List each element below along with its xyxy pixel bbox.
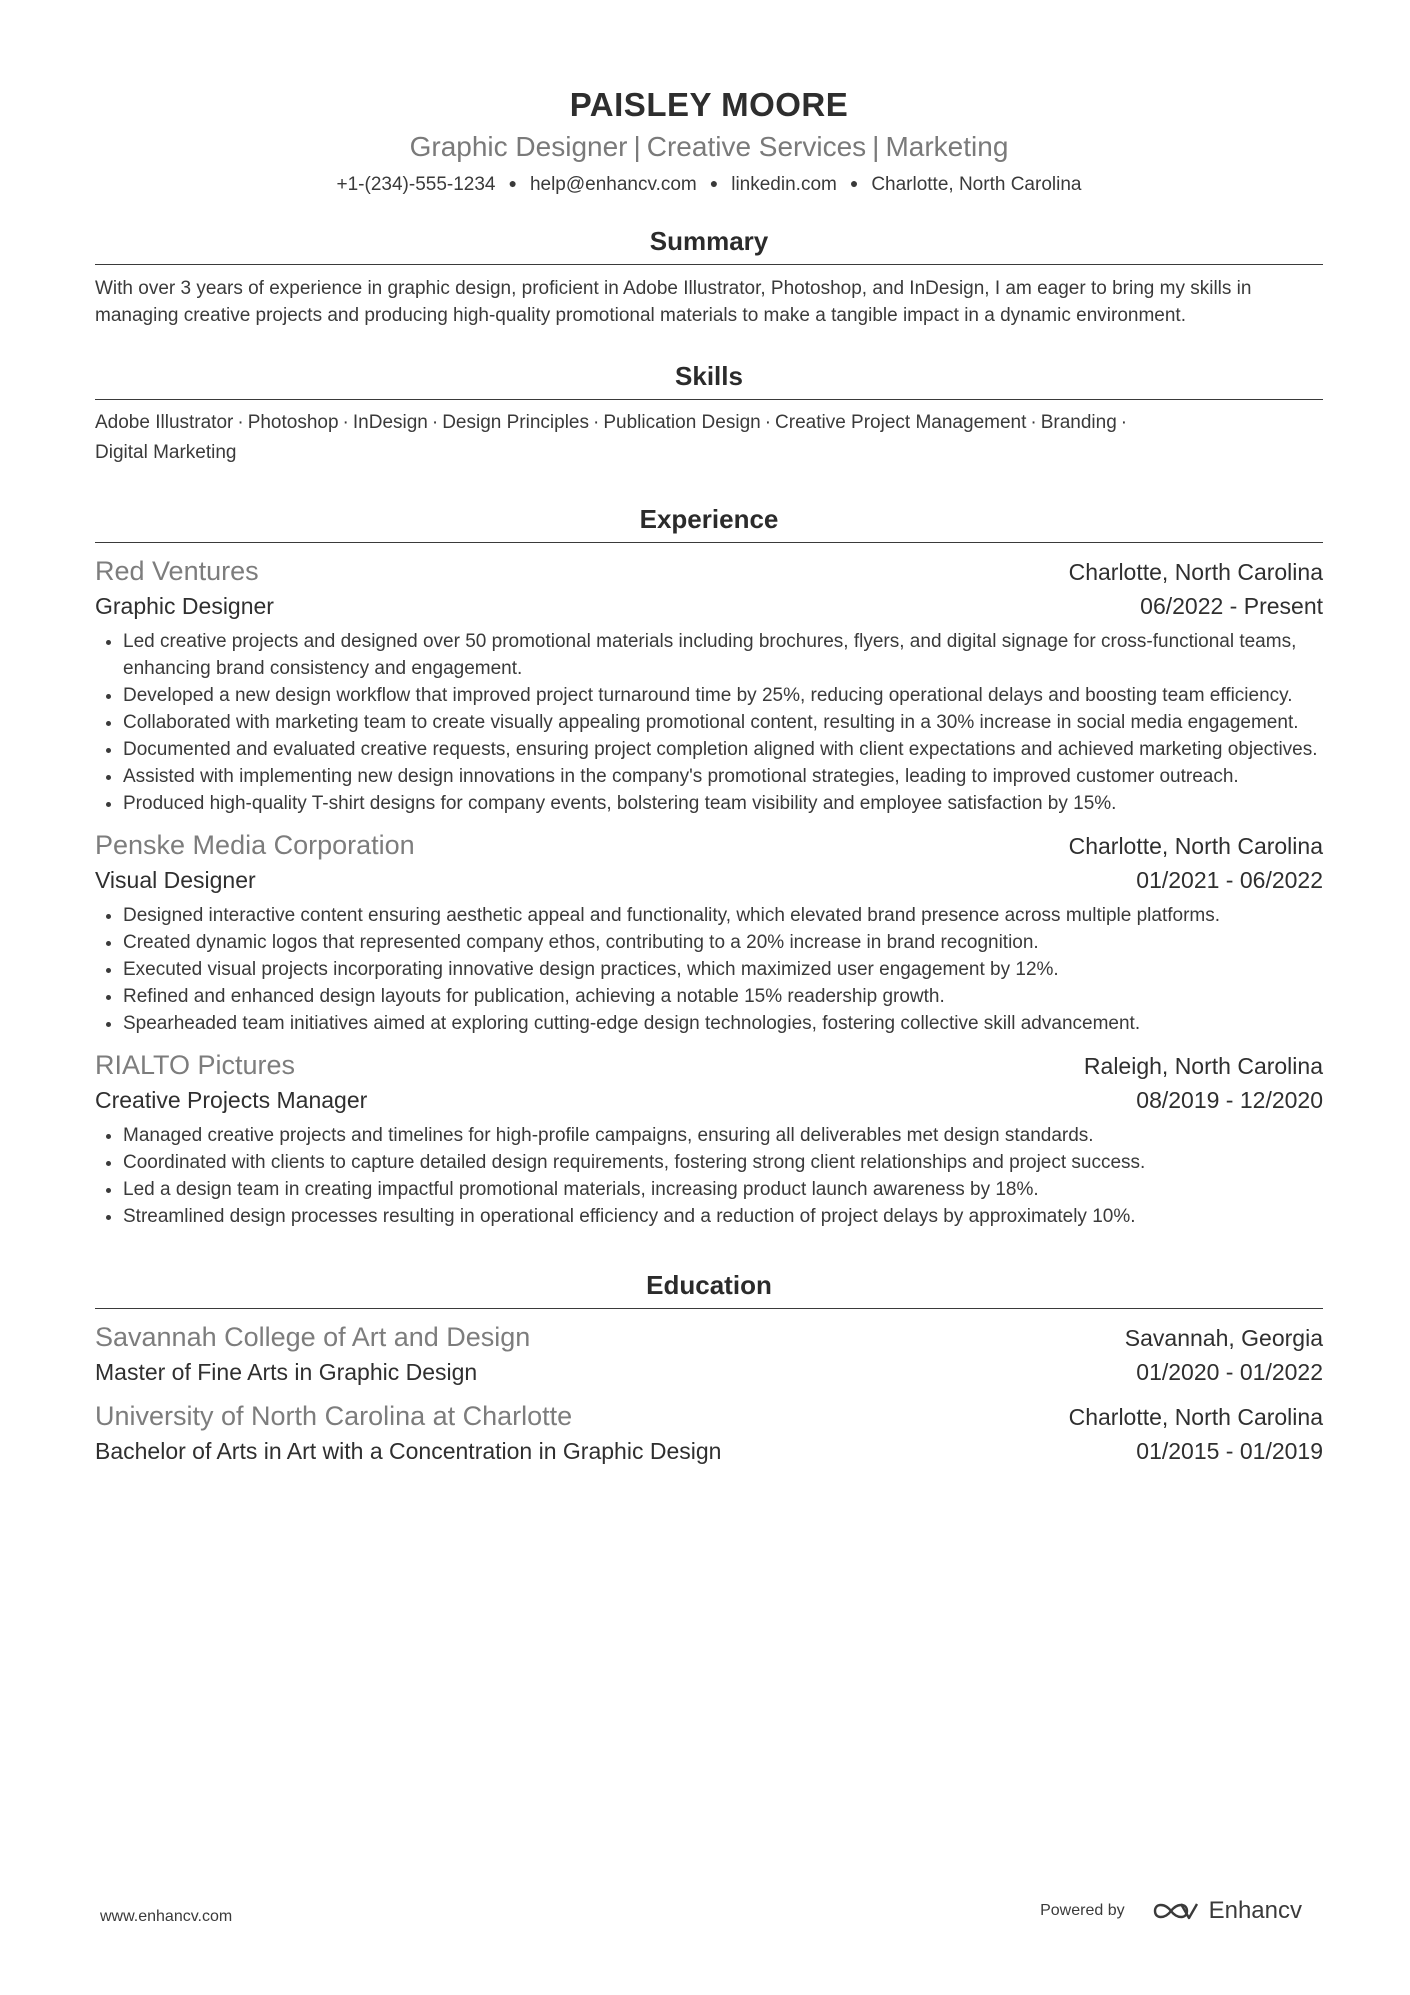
footer-branding xyxy=(1040,1897,1302,1925)
enhancv-logo-icon xyxy=(1151,1898,1199,1924)
email-link[interactable]: help@enhancv.com xyxy=(529,174,697,195)
section-title: Summary xyxy=(95,224,1323,265)
education-dates: 01/2020 - 01/2022 xyxy=(1136,1359,1323,1385)
location: Charlotte, North Carolina xyxy=(871,174,1082,195)
achievement-item: • Led creative projects and designed over 50 promotional materials including brochures, flyers, and digital signage for cross-functional teams, enhancing brand consistency and engagement. xyxy=(123,628,1323,682)
footer-website-link[interactable]: www.enhancv.com xyxy=(100,1908,233,1925)
phone: +1-(234)-555-1234 xyxy=(336,174,496,195)
job-location: Charlotte, North Carolina xyxy=(1068,833,1323,859)
job-location: Charlotte, North Carolina xyxy=(1068,559,1323,585)
section-title: Education xyxy=(95,1268,1323,1309)
summary-text: With over 3 years of experience in graphic design, proficient in Adobe Illustrator, Photoshop, and InDesign, I am eager to bring my skills in managing creative projects and producing high-quality promotional materials to make a tangible impact in a dynamic environment. xyxy=(95,278,1252,326)
company-name: Red Ventures xyxy=(95,556,259,586)
achievement-item: • Executed visual projects incorporating innovative design practices, which maximized user engagement by 12%. xyxy=(123,956,1323,983)
bullet-dot: ● xyxy=(849,175,859,191)
job-title: Creative Services xyxy=(646,131,867,162)
linkedin-link[interactable]: linkedin.com xyxy=(731,174,837,195)
achievement-item: • Led a design team in creating impactful promotional materials, increasing product launch awareness by 18%. xyxy=(123,1176,1323,1203)
school-name: University of North Carolina at Charlotte xyxy=(95,1401,573,1431)
brand-logo[interactable] xyxy=(1151,1897,1302,1925)
title-separator: | xyxy=(633,131,641,162)
achievement-item: • Refined and enhanced design layouts for publication, achieving a notable 15% readership growth. xyxy=(123,983,1323,1010)
resume-page xyxy=(95,80,1323,1467)
contact-line xyxy=(95,168,1323,200)
achievement-list xyxy=(95,902,1323,1037)
experience-entry xyxy=(95,1047,1323,1230)
skill-item: Publication Design xyxy=(603,412,761,433)
skill-item: Design Principles xyxy=(442,412,589,433)
job-role: Graphic Designer xyxy=(95,593,274,619)
company-name: RIALTO Pictures xyxy=(95,1050,296,1080)
achievement-item: • Developed a new design workflow that improved project turnaround time by 25%, reducing operational delays and boosting team efficiency. xyxy=(123,682,1323,709)
degree: Bachelor of Arts in Art with a Concentration in Graphic Design xyxy=(95,1438,722,1464)
job-dates: 01/2021 - 06/2022 xyxy=(1136,867,1323,893)
company-name: Penske Media Corporation xyxy=(95,830,415,860)
achievement-list xyxy=(95,1122,1323,1230)
brand-name: Enhancv xyxy=(1208,1897,1302,1924)
education-section xyxy=(95,1268,1323,1467)
job-role: Visual Designer xyxy=(95,867,256,893)
degree: Master of Fine Arts in Graphic Design xyxy=(95,1359,478,1385)
skills-list: Adobe Illustrator · Photoshop · InDesign · Design Principles · Publication Design · Creative Project Management · Branding · Digital Marketing xyxy=(95,412,1128,463)
achievement-item: • Coordinated with clients to capture detailed design requirements, fostering strong client relationships and project success. xyxy=(123,1149,1323,1176)
school-location: Savannah, Georgia xyxy=(1124,1325,1323,1351)
achievement-item: • Collaborated with marketing team to create visually appealing promotional content, resulting in a 30% increase in social media engagement. xyxy=(123,709,1323,736)
achievement-item: • Produced high-quality T-shirt designs for company events, bolstering team visibility and employee satisfaction by 15%. xyxy=(123,790,1323,817)
skill-item: Digital Marketing xyxy=(95,442,237,463)
achievement-item: • Spearheaded team initiatives aimed at exploring cutting-edge design technologies, fostering collective skill advancement. xyxy=(123,1010,1323,1037)
summary-section xyxy=(95,224,1323,329)
education-entry xyxy=(95,1398,1323,1467)
achievement-item: • Managed creative projects and timelines for high-profile campaigns, ensuring all deliverables met design standards. xyxy=(123,1122,1323,1149)
job-titles xyxy=(95,130,1323,164)
job-title: Marketing xyxy=(885,131,1009,162)
achievement-list xyxy=(95,628,1323,817)
job-dates: 08/2019 - 12/2020 xyxy=(1136,1087,1323,1113)
achievement-item: • Assisted with implementing new design innovations in the company's promotional strategies, leading to improved customer outreach. xyxy=(123,763,1323,790)
job-role: Creative Projects Manager xyxy=(95,1087,368,1113)
education-entry xyxy=(95,1319,1323,1388)
school-name: Savannah College of Art and Design xyxy=(95,1322,531,1352)
job-title: Graphic Designer xyxy=(409,131,628,162)
powered-by-label: Powered by xyxy=(1040,1902,1125,1919)
achievement-item: • Streamlined design processes resulting in operational efficiency and a reduction of project delays by approximately 10%. xyxy=(123,1203,1323,1230)
skill-item: Creative Project Management xyxy=(775,412,1027,433)
education-dates: 01/2015 - 01/2019 xyxy=(1136,1438,1323,1464)
section-title: Experience xyxy=(95,502,1323,543)
achievement-item: • Designed interactive content ensuring aesthetic appeal and functionality, which elevated brand presence across multiple platforms. xyxy=(123,902,1323,929)
skills-section xyxy=(95,359,1323,468)
experience-section xyxy=(95,502,1323,1230)
section-title: Skills xyxy=(95,359,1323,400)
job-dates: 06/2022 - Present xyxy=(1140,593,1323,619)
bullet-dot: ● xyxy=(709,175,719,191)
skill-item: Photoshop xyxy=(247,412,339,433)
title-separator: | xyxy=(872,131,880,162)
achievement-item: • Created dynamic logos that represented company ethos, contributing to a 20% increase in brand recognition. xyxy=(123,929,1323,956)
experience-entry xyxy=(95,827,1323,1037)
achievement-item: • Documented and evaluated creative requests, ensuring project completion aligned with client expectations and achieved marketing objectives. xyxy=(123,736,1323,763)
school-location: Charlotte, North Carolina xyxy=(1068,1404,1323,1430)
skill-item: Branding xyxy=(1040,412,1117,433)
bullet-dot: ● xyxy=(508,175,517,191)
resume-header xyxy=(95,80,1323,200)
candidate-name: PAISLEY MOORE xyxy=(569,86,849,123)
skill-item: InDesign xyxy=(352,412,428,433)
skill-item: Adobe Illustrator xyxy=(95,412,234,433)
job-location: Raleigh, North Carolina xyxy=(1083,1053,1323,1079)
experience-entry xyxy=(95,553,1323,817)
